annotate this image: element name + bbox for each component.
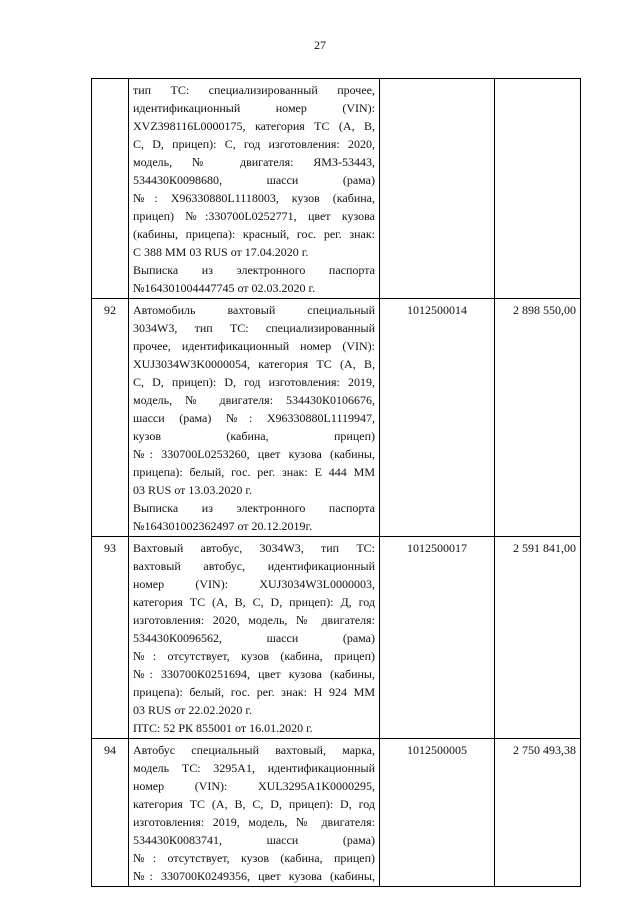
page-number: 27 — [314, 38, 326, 52]
row-number: 93 — [92, 537, 129, 739]
description-line: 534430К0083741, шасси (рама) — [133, 833, 375, 847]
inventory-number — [380, 79, 495, 299]
row-number: 92 — [92, 299, 129, 537]
description-line: вахтовый автобус, идентификационный — [133, 559, 375, 573]
description-line: номер (VIN): XUJ3034W3L0000003, — [133, 577, 375, 591]
vehicle-description — [129, 299, 380, 537]
description-line: 534430К0096562, шасси (рама) — [133, 631, 375, 645]
inventory-number: 1012500014 — [380, 299, 495, 537]
description-line: Выписка из электронного паспорта — [133, 501, 375, 515]
balance-value: 2 898 550,00 — [495, 299, 581, 537]
description-line: 534430К0098680, шасси (рама) — [133, 173, 375, 187]
vehicle-description — [129, 537, 380, 739]
description-line: №164301002362497 от 20.12.2019г. — [133, 519, 313, 533]
description-line: ПТС: 52 РК 855001 от 16.01.2020 г. — [133, 721, 313, 735]
description-line: Выписка из электронного паспорта — [133, 263, 375, 277]
description-line: модель, № двигателя: 534430К0106676, — [133, 393, 375, 407]
description-line: №: 330700К0249356, цвет кузова (кабины, — [133, 869, 375, 883]
table-row — [92, 537, 581, 739]
description-line: модель ТС: 3295А1, идентификационный — [133, 761, 375, 775]
description-line: XUJ3034W3K0000054, категория ТС (А, В, — [133, 357, 375, 371]
row-number: 94 — [92, 739, 129, 887]
description-line: прицепа): белый, гос. рег. знак: Н 924 ММ — [133, 685, 375, 699]
description-line: шасси (рама) №: X96330880L1119947, — [133, 411, 375, 425]
description-line: категория ТС (А, В, С, D, прицеп): D, год — [133, 797, 375, 811]
description-line: прицеп) №:330700L0252771, цвет кузова — [133, 209, 375, 223]
description-line: 3034W3, тип ТС: специализированный — [133, 321, 375, 335]
vehicle-description — [129, 739, 380, 887]
description-line: №: отсутствует, кузов (кабина, прицеп) — [133, 649, 375, 663]
description-line: С, D, прицеп): С, год изготовления: 2020, — [133, 137, 375, 151]
description-line: категория ТС (А, В, С, D, прицеп): Д, год — [133, 595, 375, 609]
description-line: Вахтовый автобус, 3034W3, тип ТС: — [133, 541, 375, 555]
balance-value: 2 750 493,38 — [495, 739, 581, 887]
description-line: №: отсутствует, кузов (кабина, прицеп) — [133, 851, 375, 865]
table-row — [92, 79, 581, 299]
description-line: прицепа): белый, гос. рег. знак: Е 444 ММ — [133, 465, 375, 479]
description-line: номер (VIN): XUL3295A1K0000295, — [133, 779, 375, 793]
description-line: Автобус специальный вахтовый, марка, — [133, 743, 375, 757]
description-line: изготовления: 2020, модель, № двигателя: — [133, 613, 375, 627]
inventory-number: 1012500017 — [380, 537, 495, 739]
description-line: (кабины, прицепа): красный, гос. рег. знак: — [133, 227, 375, 241]
description-line: 03 RUS от 13.03.2020 г. — [133, 483, 252, 497]
row-number — [92, 79, 129, 299]
registry-body — [92, 79, 581, 887]
description-line: 03 RUS от 22.02.2020 г. — [133, 703, 252, 717]
table-row — [92, 739, 581, 887]
balance-value: 2 591 841,00 — [495, 537, 581, 739]
description-line: Автомобиль вахтовый специальный — [133, 303, 375, 317]
description-line: С 388 ММ 03 RUS от 17.04.2020 г. — [133, 245, 309, 259]
description-line: прочее, идентификационный номер (VIN): — [133, 339, 375, 353]
description-line: модель, № двигателя: ЯМЗ-53443, — [133, 155, 375, 169]
description-line: №: 330700К0251694, цвет кузова (кабины, — [133, 667, 375, 681]
description-line: С, D, прицеп): D, год изготовления: 2019, — [133, 375, 375, 389]
description-line: тип ТС: специализированный прочее, — [133, 83, 375, 97]
description-line: №: 330700L0253260, цвет кузова (кабины, — [133, 447, 375, 461]
description-line: кузов (кабина, прицеп) — [133, 429, 375, 443]
description-line: идентификационный номер (VIN): — [133, 101, 375, 115]
vehicle-description — [129, 79, 380, 299]
table-row — [92, 299, 581, 537]
balance-value — [495, 79, 581, 299]
description-line: №: X96330880L1118003, кузов (кабина, — [133, 191, 375, 205]
description-line: №164301004447745 от 02.03.2020 г. — [133, 281, 316, 295]
description-line: XVZ398116L0000175, категория ТС (А, В, — [133, 119, 375, 133]
inventory-number: 1012500005 — [380, 739, 495, 887]
asset-registry-table — [91, 78, 581, 887]
description-line: изготовления: 2019, модель, № двигателя: — [133, 815, 375, 829]
